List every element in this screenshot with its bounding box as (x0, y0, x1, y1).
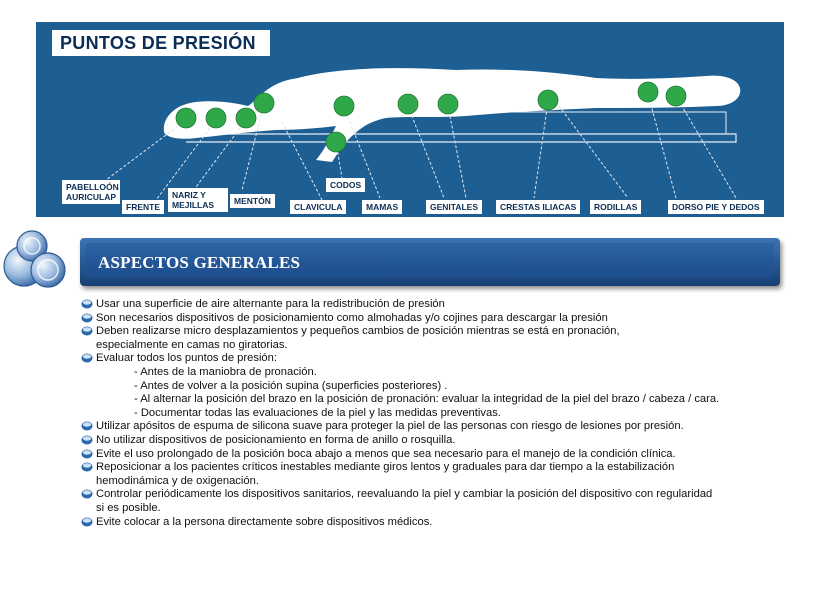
point-foot (666, 86, 686, 106)
label-genitals: GENITALES (426, 200, 482, 214)
list-subitem: - Antes de la maniobra de pronación. (134, 365, 317, 378)
bullet-icon (81, 462, 93, 472)
list-item: Evite el uso prolongado de la posición boca abajo a menos que sea necesario para el manejo de la condición clínica. (80, 448, 800, 462)
section-header (80, 238, 780, 286)
point-clavicle (334, 96, 354, 116)
pressure-points-figure (36, 22, 784, 217)
label-ear: PABELLOÓN AURICULAP (62, 180, 120, 204)
section-title: ASPECTOS GENERALES (98, 253, 301, 272)
point-chin (254, 93, 274, 113)
point-knee (638, 82, 658, 102)
list-item: Usar una superficie de aire alternante para la redistribución de presión (80, 298, 800, 312)
bullet-icon (81, 421, 93, 431)
mattress-outline (186, 134, 736, 142)
bullet-icon (81, 449, 93, 459)
point-cheek (236, 108, 256, 128)
list-item: Deben realizarse micro desplazamientos y pequeños cambios de posición mientras se está en pronación, especialmente en camas no giratorias. (80, 325, 800, 352)
bullet-icon (81, 435, 93, 445)
label-clavicle: CLAVICULA (290, 200, 346, 214)
list-subitem: - Al alternar la posición del brazo en la posición de pronación: evaluar la integridad de la piel del brazo / cabeza / cara. (134, 393, 720, 406)
list-subitem: - Antes de volver a la posición supina (superficies posteriores) . (134, 379, 448, 392)
label-elbows: CODOS (326, 178, 365, 192)
label-breasts: MAMAS (362, 200, 402, 214)
point-elbow (326, 132, 346, 152)
point-iliac-crest (538, 90, 558, 110)
bullet-icon (81, 517, 93, 527)
bubbles-icon (0, 224, 80, 298)
list-item: Evite colocar a la persona directamente sobre dispositivos médicos. (80, 516, 800, 530)
bullet-icon (81, 299, 93, 309)
point-genitals (438, 94, 458, 114)
point-ear (176, 108, 196, 128)
list-subitem: - Documentar todas las evaluaciones de la piel y las medidas preventivas. (134, 406, 501, 419)
section-header-inner (86, 243, 774, 278)
label-nose-cheeks: NARIZ Y MEJILLAS (168, 188, 228, 212)
point-forehead (206, 108, 226, 128)
label-chin: MENTÓN (230, 194, 275, 208)
bullet-icon (81, 313, 93, 323)
list-item: Evaluar todos los puntos de presión: (80, 352, 800, 366)
panel-title: PUNTOS DE PRESIÓN (52, 30, 270, 56)
label-knees: RODILLAS (590, 200, 641, 214)
label-foot-toes: DORSO PIE Y DEDOS (668, 200, 764, 214)
recommendations-list (80, 298, 800, 529)
list-item: No utilizar dispositivos de posicionamiento en forma de anillo o rosquilla. (80, 434, 800, 448)
list-item: Son necesarios dispositivos de posicionamiento como almohadas y/o cojines para descargar la presión (80, 312, 800, 326)
list-item: Reposicionar a los pacientes críticos inestables mediante giros lentos y graduales para dar tiempo a la estabilización hemodinámica y de oxigenación. (80, 461, 800, 488)
bullet-icon (81, 326, 93, 336)
label-forehead: FRENTE (122, 200, 164, 214)
list-item: Utilizar apósitos de espuma de silicona suave para proteger la piel de las personas con riesgo de lesiones por presión. (80, 420, 800, 434)
bullet-icon (81, 353, 93, 363)
bullet-icon (81, 489, 93, 499)
label-iliac-crests: CRESTAS ILIACAS (496, 200, 580, 214)
list-item: Controlar periódicamente los dispositivos sanitarios, reevaluando la piel y cambiar la posición del dispositivo con regularidad si es posible. (80, 488, 800, 515)
point-breast (398, 94, 418, 114)
